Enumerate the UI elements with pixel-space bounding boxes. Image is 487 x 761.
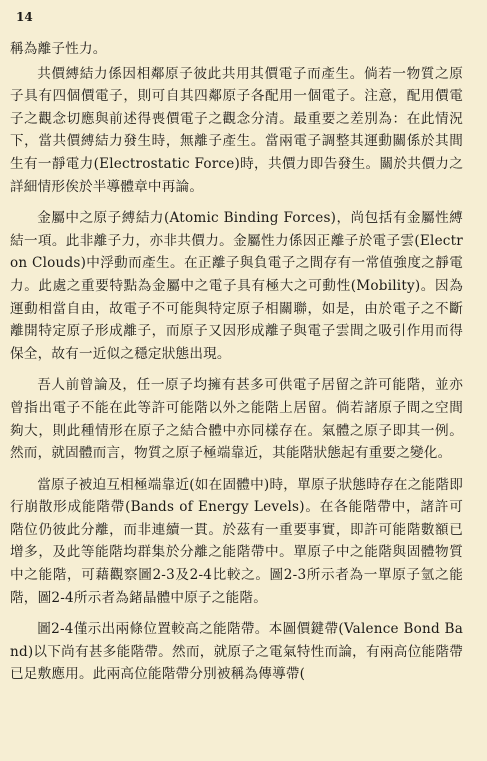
paragraph-figure-2-4: 圖2-4僅示出兩條位置較高之能階帶。本圖價鍵帶(Valence Bond Band)以下尚有甚多能階帶。然而，就原子之電氣特性而論，有兩高位能階帶已足敷應用。此兩高位能階帶分別被稱為傳導帶(	[10, 621, 463, 683]
paragraph-continuation: 稱為離子性力。	[10, 41, 107, 57]
page-number: 14	[16, 10, 33, 24]
paragraph-energy-levels: 吾人前曾論及，任一原子均擁有甚多可供電子居留之許可能階，並亦曾指出電子不能在此等許可能階以外之能階上居留。倘若諸原子間之空間夠大，則此種情形在原子之結合體中亦同樣存在。氣體之原子即其一例。然而，就固體而言，物質之原子極端靠近，其能階狀態起有重要之變化。	[10, 377, 463, 462]
paragraph-energy-bands: 當原子被迫互相極端靠近(如在固體中)時，單原子狀態時存在之能階即行崩散形成能階帶(Bands of Energy Levels)。在各能階帶中，諸許可階位仍彼此分離，而非連續一貫。於茲有一重要事實，即許可能階數額已增多，及此等能階均群集於分離之能階帶中。單原子中之能階與固體物質中之能階，可藉觀察圖2-3及2-4比較之。圖2-3所示者為一單原子氫之能階，圖2-4所示者為鍺晶體中原子之能階。	[10, 476, 463, 606]
paragraph-metallic-force: 金屬中之原子縛結力(Atomic Binding Forces)，尚包括有金屬性縛結一項。此非離子力，亦非共價力。金屬性力係因正離子於電子雲(Electron Clouds)中浮動而產生。在正離子與負電子之間存有一常值強度之靜電力。此處之重要特點為金屬中之電子具有極大之可動性(Mobility)。因為運動相當自由，故電子不可能與特定原子相關聯，如是，由於電子之不斷離開特定原子形成離子，而原子又因形成離子與電子雲間之吸引作用而得保全，故有一近似之穩定狀態出現。	[10, 210, 463, 362]
paragraph-covalent-force: 共價縛結力係因相鄰原子彼此共用其價電子而產生。倘若一物質之原子具有四個價電子，則可自其四鄰原子各配用一個電子。注意，配用價電子之觀念切應與前述得喪價電子之觀念分清。最重要之差別為：在此情況下，當共價縛結力發生時，無離子產生。當兩電子調整其運動關係於其間生有一靜電力(Electrostatic Force)時，共價力即告發生。關於共價力之詳細情形俟於半導體章中再論。	[10, 65, 463, 195]
